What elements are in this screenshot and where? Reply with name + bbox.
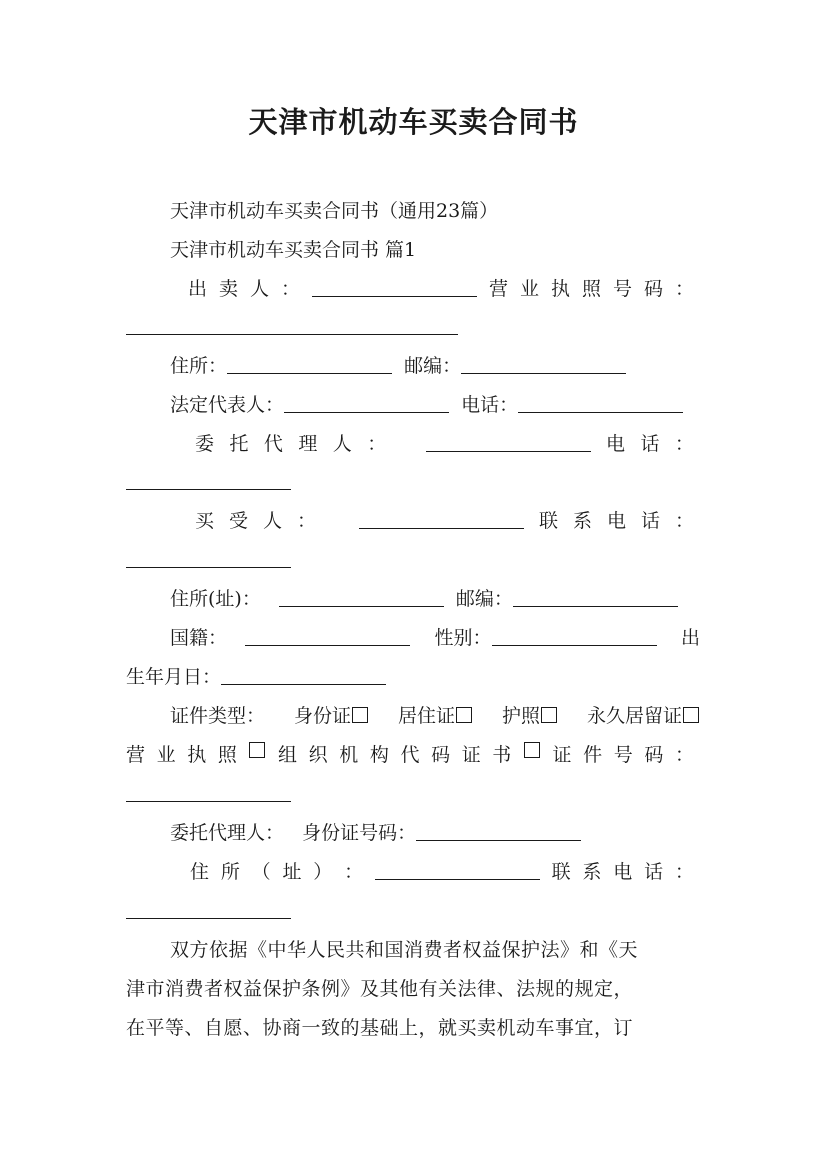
license-label-char: 号 xyxy=(612,278,632,300)
biz-license-char: 执 xyxy=(187,744,207,766)
org-code-char: 构 xyxy=(369,744,389,766)
residence-checkbox[interactable] xyxy=(456,707,472,723)
buyer-label-char: ： xyxy=(297,510,317,532)
org-code-char: 代 xyxy=(400,744,420,766)
agent-address-char: 址 xyxy=(282,861,302,883)
seller-agent-char: ： xyxy=(367,433,387,455)
org-code-char: 机 xyxy=(339,744,359,766)
agent-contact-char: 联 xyxy=(551,861,571,883)
seller-agent-blank[interactable] xyxy=(426,431,591,452)
buyer-postcode-label: 邮编： xyxy=(455,588,513,610)
residence-label: 居住证 xyxy=(397,705,455,727)
agent-address-char: 住 xyxy=(190,861,210,883)
body-paragraph-line: 双方依据《中华人民共和国消费者权益保护法》和《天 xyxy=(170,939,639,961)
legal-rep-blank[interactable] xyxy=(284,392,449,413)
agent-contact-char: 话 xyxy=(644,861,664,883)
cert-number-blank[interactable] xyxy=(126,781,291,802)
org-code-checkbox[interactable] xyxy=(524,742,540,758)
seller-phone-blank[interactable] xyxy=(518,392,683,413)
legal-rep-label: 法定代表人： xyxy=(170,394,285,416)
seller-agent-char: 代 xyxy=(263,433,283,455)
birth-blank[interactable] xyxy=(221,664,386,685)
org-code-char: 织 xyxy=(308,744,328,766)
seller-phone-label: 电话： xyxy=(461,394,519,416)
seller-name-blank[interactable] xyxy=(312,276,477,297)
license-number-blank[interactable] xyxy=(126,314,458,335)
seller-address-blank[interactable] xyxy=(227,353,392,374)
agent-address-char: 所 xyxy=(220,861,240,883)
buyer-phone-line xyxy=(126,547,291,573)
seller-agent-phone-line xyxy=(126,469,291,495)
seller-postcode-label: 邮编： xyxy=(404,355,462,377)
body-paragraph-line: 津市消费者权益保护条例》及其他有关法律、法规的规定， xyxy=(126,978,634,1000)
seller-agent-phone-blank[interactable] xyxy=(126,469,291,490)
id-type-line-2 xyxy=(126,742,694,768)
nationality-blank[interactable] xyxy=(245,625,410,646)
buyer-line xyxy=(195,508,694,534)
document-title: 天津市机动车买卖合同书 xyxy=(248,105,579,139)
seller-label-char: ： xyxy=(281,278,301,300)
biz-license-char: 照 xyxy=(217,744,237,766)
license-number-line xyxy=(126,314,458,340)
buyer-agent-line xyxy=(170,820,581,846)
buyer-contact-char: 话 xyxy=(640,510,660,532)
birth-line xyxy=(126,664,386,690)
cert-number-char: 码 xyxy=(644,744,664,766)
document-subtitle: 天津市机动车买卖合同书（通用23篇） xyxy=(170,200,499,222)
buyer-postcode-blank[interactable] xyxy=(513,586,678,607)
license-label-char: 营 xyxy=(488,278,508,300)
cert-number-char: 号 xyxy=(613,744,633,766)
agent-address-char: ： xyxy=(344,861,364,883)
agent-contact-char: ： xyxy=(674,861,694,883)
buyer-label-char: 买 xyxy=(195,510,215,532)
seller-label-char: 出 xyxy=(188,278,208,300)
buyer-contact-char: 电 xyxy=(606,510,626,532)
gender-blank[interactable] xyxy=(492,625,657,646)
seller-agent-line xyxy=(195,431,694,457)
seller-agent-char: 托 xyxy=(229,433,249,455)
id-card-checkbox[interactable] xyxy=(352,707,368,723)
birth-label: 生年月日： xyxy=(126,666,222,688)
permanent-label: 永久居留证 xyxy=(586,705,682,727)
buyer-address-label: 住所(址)： xyxy=(170,588,261,610)
agent-address-char: （ xyxy=(251,861,271,883)
seller-agent-phone-char: 话 xyxy=(640,433,660,455)
cert-number-char: 件 xyxy=(583,744,603,766)
org-code-char: 码 xyxy=(431,744,451,766)
cert-number-line xyxy=(126,781,291,807)
birth-label-head: 出 xyxy=(680,627,700,649)
gender-label: 性别： xyxy=(434,627,492,649)
buyer-phone-blank[interactable] xyxy=(126,547,291,568)
legal-rep-line xyxy=(170,392,683,418)
license-label-char: 码 xyxy=(643,278,663,300)
agent-contact-line xyxy=(126,898,291,924)
buyer-contact-char: 系 xyxy=(572,510,592,532)
buyer-agent-id-blank[interactable] xyxy=(416,820,581,841)
passport-label: 护照 xyxy=(501,705,540,727)
buyer-contact-char: ： xyxy=(674,510,694,532)
org-code-char: 组 xyxy=(278,744,298,766)
id-type-line xyxy=(170,703,700,729)
biz-license-char: 业 xyxy=(156,744,176,766)
seller-line xyxy=(188,276,694,302)
seller-agent-char: 委 xyxy=(195,433,215,455)
buyer-agent-address-line xyxy=(190,859,694,885)
agent-contact-blank[interactable] xyxy=(126,898,291,919)
seller-agent-phone-char: ： xyxy=(674,433,694,455)
part-heading: 天津市机动车买卖合同书 篇1 xyxy=(170,239,417,261)
buyer-agent-label: 委托代理人： xyxy=(170,822,285,844)
id-type-label: 证件类型： xyxy=(170,705,266,727)
license-label-char: 执 xyxy=(550,278,570,300)
buyer-name-blank[interactable] xyxy=(359,508,524,529)
license-label-char: ： xyxy=(674,278,694,300)
seller-label-char: 卖 xyxy=(219,278,239,300)
buyer-label-char: 人 xyxy=(263,510,283,532)
license-label-char: 业 xyxy=(519,278,539,300)
seller-postcode-blank[interactable] xyxy=(461,353,626,374)
buyer-agent-id-label: 身份证号码： xyxy=(302,822,417,844)
nationality-line xyxy=(170,625,700,651)
seller-agent-char: 人 xyxy=(332,433,352,455)
cert-number-char: 证 xyxy=(552,744,572,766)
biz-license-char: 营 xyxy=(126,744,146,766)
permanent-checkbox[interactable] xyxy=(683,707,699,723)
seller-agent-char: 理 xyxy=(298,433,318,455)
buyer-label-char: 受 xyxy=(229,510,249,532)
agent-contact-char: 电 xyxy=(613,861,633,883)
agent-address-char: ） xyxy=(313,861,333,883)
org-code-char: 书 xyxy=(492,744,512,766)
body-paragraph-line: 在平等、自愿、协商一致的基础上，就买卖机动车事宜，订 xyxy=(126,1017,634,1039)
buyer-contact-char: 联 xyxy=(538,510,558,532)
buyer-address-blank[interactable] xyxy=(279,586,444,607)
seller-address-label: 住所： xyxy=(170,355,228,377)
seller-address-line xyxy=(170,353,626,379)
agent-contact-char: 系 xyxy=(582,861,602,883)
buyer-address-line xyxy=(170,586,678,612)
nationality-label: 国籍： xyxy=(170,627,228,649)
biz-license-checkbox[interactable] xyxy=(249,742,265,758)
seller-label-char: 人 xyxy=(250,278,270,300)
agent-address-blank[interactable] xyxy=(375,859,540,880)
cert-number-char: ： xyxy=(674,744,694,766)
license-label-char: 照 xyxy=(581,278,601,300)
passport-checkbox[interactable] xyxy=(541,707,557,723)
seller-agent-phone-char: 电 xyxy=(606,433,626,455)
org-code-char: 证 xyxy=(461,744,481,766)
id-card-label: 身份证 xyxy=(293,705,351,727)
